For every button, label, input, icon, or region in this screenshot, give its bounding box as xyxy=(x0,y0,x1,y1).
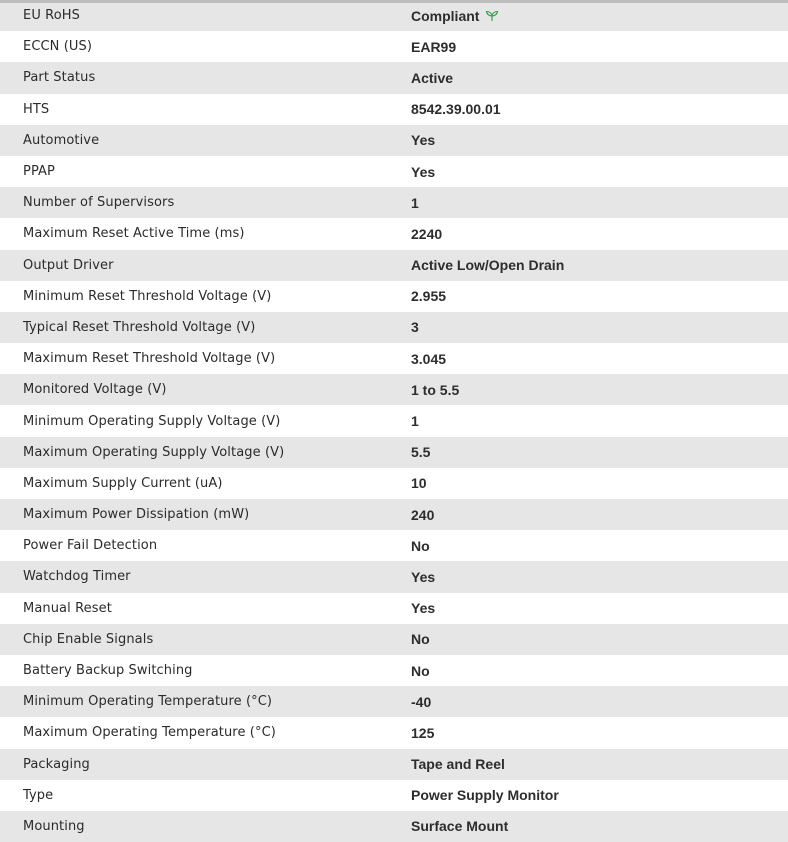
spec-value: 10 xyxy=(411,468,788,499)
spec-value: Active Low/Open Drain xyxy=(411,250,788,281)
spec-label: Power Fail Detection xyxy=(0,530,411,561)
spec-value: 3 xyxy=(411,312,788,343)
spec-label: Maximum Power Dissipation (mW) xyxy=(0,499,411,530)
spec-value: 8542.39.00.01 xyxy=(411,94,788,125)
table-row xyxy=(0,62,788,93)
spec-label: Monitored Voltage (V) xyxy=(0,374,411,405)
spec-value: Surface Mount xyxy=(411,811,788,842)
table-row xyxy=(0,686,788,717)
spec-value: No xyxy=(411,655,788,686)
table-row xyxy=(0,31,788,62)
spec-label: Battery Backup Switching xyxy=(0,655,411,686)
table-row xyxy=(0,468,788,499)
spec-label: Output Driver xyxy=(0,250,411,281)
spec-value: 240 xyxy=(411,499,788,530)
spec-value: -40 xyxy=(411,686,788,717)
spec-value: 1 to 5.5 xyxy=(411,374,788,405)
table-row xyxy=(0,156,788,187)
table-row xyxy=(0,624,788,655)
spec-label: Mounting xyxy=(0,811,411,842)
spec-value: 125 xyxy=(411,717,788,748)
table-row xyxy=(0,530,788,561)
spec-value: Tape and Reel xyxy=(411,749,788,780)
spec-value: EAR99 xyxy=(411,31,788,62)
spec-label: ECCN (US) xyxy=(0,31,411,62)
table-row xyxy=(0,312,788,343)
spec-label: Chip Enable Signals xyxy=(0,624,411,655)
table-row xyxy=(0,437,788,468)
spec-label: Maximum Reset Active Time (ms) xyxy=(0,218,411,249)
table-row xyxy=(0,187,788,218)
table-row xyxy=(0,717,788,748)
top-divider xyxy=(0,0,788,3)
spec-label: Typical Reset Threshold Voltage (V) xyxy=(0,312,411,343)
spec-value: Yes xyxy=(411,156,788,187)
spec-label: EU RoHS xyxy=(0,0,411,31)
table-row xyxy=(0,0,788,31)
table-row xyxy=(0,593,788,624)
spec-value: 3.045 xyxy=(411,343,788,374)
spec-value: 2.955 xyxy=(411,281,788,312)
spec-label: Watchdog Timer xyxy=(0,561,411,592)
spec-value: 1 xyxy=(411,187,788,218)
table-row xyxy=(0,250,788,281)
spec-value: Active xyxy=(411,62,788,93)
spec-value: Yes xyxy=(411,125,788,156)
spec-value: Compliant xyxy=(411,7,480,24)
spec-value-cell xyxy=(411,0,788,31)
spec-label: Maximum Operating Supply Voltage (V) xyxy=(0,437,411,468)
spec-value: No xyxy=(411,530,788,561)
table-row xyxy=(0,125,788,156)
table-row xyxy=(0,218,788,249)
spec-value: 5.5 xyxy=(411,437,788,468)
spec-value: Yes xyxy=(411,593,788,624)
table-row xyxy=(0,405,788,436)
spec-label: Number of Supervisors xyxy=(0,187,411,218)
leaf-icon xyxy=(485,10,499,22)
spec-label: PPAP xyxy=(0,156,411,187)
table-row xyxy=(0,281,788,312)
spec-value: Yes xyxy=(411,561,788,592)
spec-label: Minimum Reset Threshold Voltage (V) xyxy=(0,281,411,312)
spec-label: HTS xyxy=(0,94,411,125)
table-row xyxy=(0,561,788,592)
table-row xyxy=(0,374,788,405)
table-row xyxy=(0,499,788,530)
spec-label: Part Status xyxy=(0,62,411,93)
table-row xyxy=(0,811,788,842)
spec-value: Power Supply Monitor xyxy=(411,780,788,811)
spec-label: Minimum Operating Supply Voltage (V) xyxy=(0,405,411,436)
spec-label: Minimum Operating Temperature (°C) xyxy=(0,686,411,717)
table-row xyxy=(0,780,788,811)
table-row xyxy=(0,94,788,125)
spec-label: Automotive xyxy=(0,125,411,156)
spec-value: 1 xyxy=(411,405,788,436)
table-row xyxy=(0,655,788,686)
spec-label: Maximum Supply Current (uA) xyxy=(0,468,411,499)
spec-label: Manual Reset xyxy=(0,593,411,624)
spec-label: Maximum Reset Threshold Voltage (V) xyxy=(0,343,411,374)
table-row xyxy=(0,749,788,780)
spec-label: Type xyxy=(0,780,411,811)
spec-label: Packaging xyxy=(0,749,411,780)
table-row xyxy=(0,343,788,374)
spec-value: 2240 xyxy=(411,218,788,249)
spec-value: No xyxy=(411,624,788,655)
spec-label: Maximum Operating Temperature (°C) xyxy=(0,717,411,748)
